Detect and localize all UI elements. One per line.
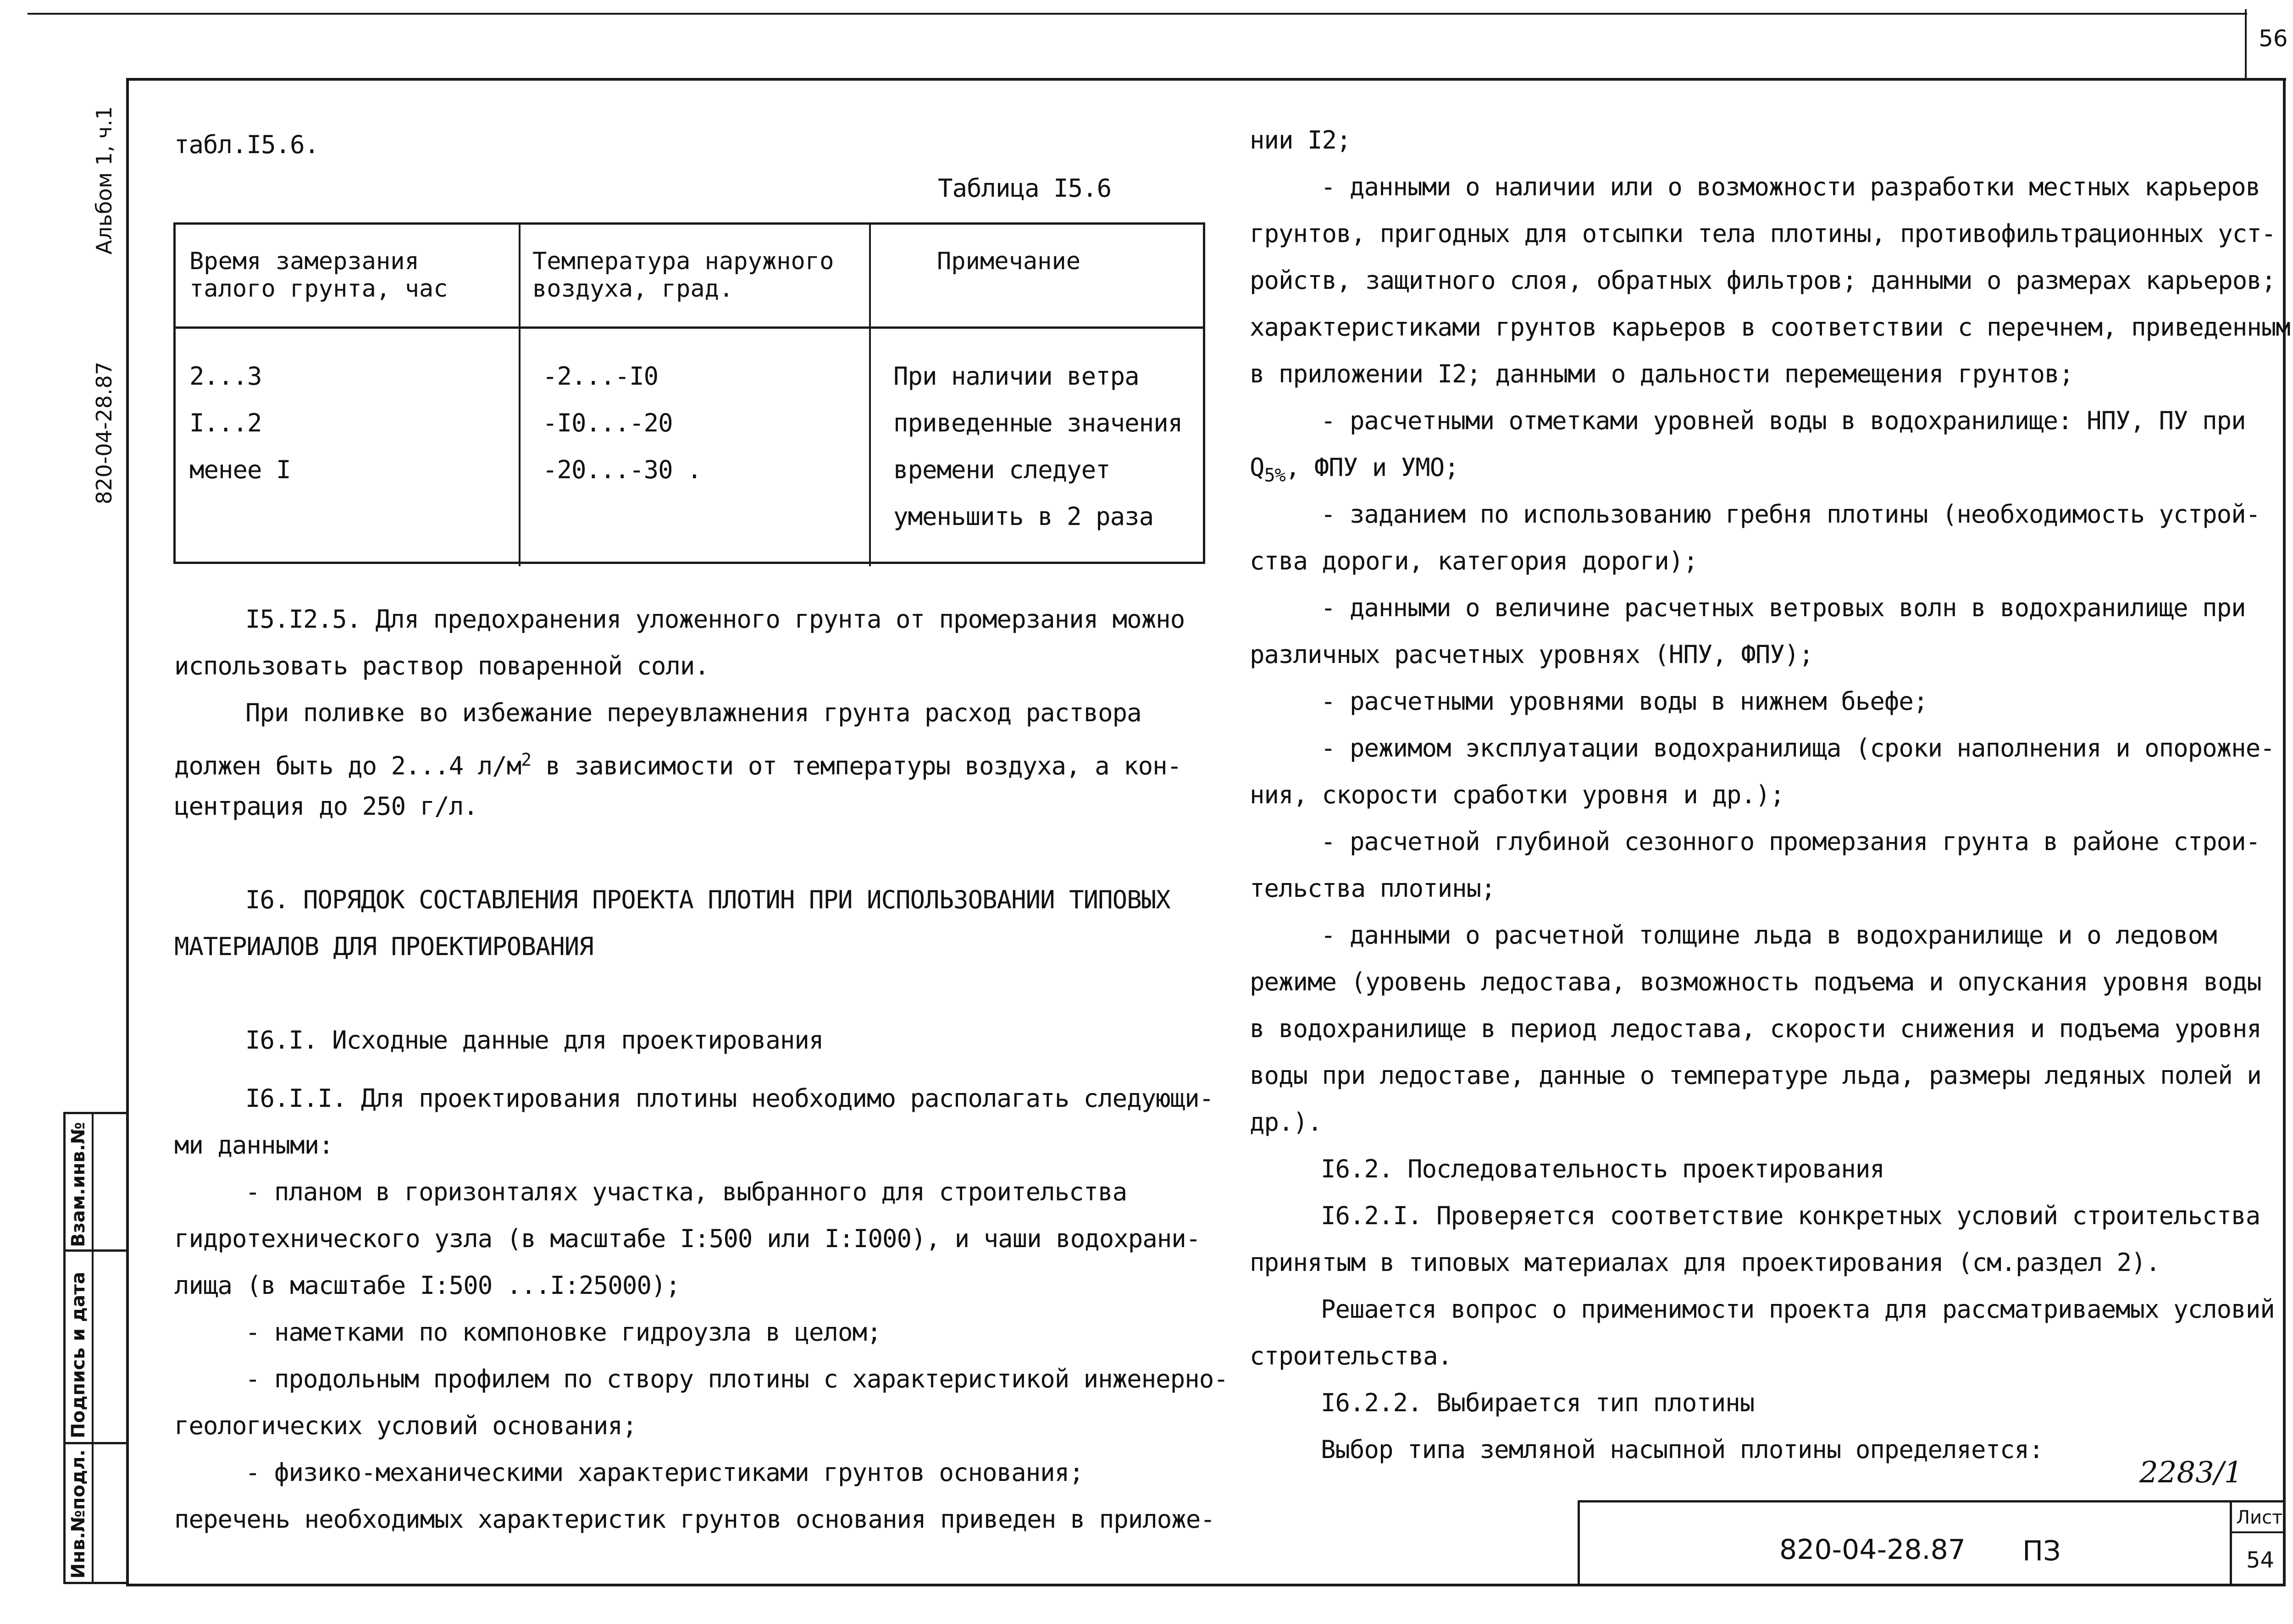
top-edge-line (28, 13, 2247, 15)
title-block-section: ПЗ (2022, 1535, 2061, 1567)
left-line-5: центрация до 250 г/л. (174, 792, 478, 821)
right-line-25: принятым в типовых материалах для проектирования (см.раздел 2). (1250, 1248, 2160, 1277)
frame-top (126, 78, 2286, 81)
right-line-8 (1250, 444, 1459, 499)
right-line-16: - расчетной глубиной сезонного промерзания грунта в районе строи- (1321, 827, 2260, 856)
right-line-11: - данными о величине расчетных ветровых волн в водохранилище при (1321, 593, 2246, 622)
page-number-top: 56 (2259, 25, 2288, 52)
title-block-sheet-label-line (2230, 1531, 2284, 1533)
right-line-10: ства дороги, категория дороги); (1250, 547, 1698, 575)
left-line-16: геологических условий основания; (174, 1411, 637, 1440)
right-line-26: Решается вопрос о применимости проекта для рассматриваемых условий (1321, 1295, 2275, 1324)
frame-bottom (126, 1584, 2286, 1586)
handwritten-number: 2283/1 (2139, 1456, 2243, 1490)
left-line-4-start: должен быть до 2...4 л/м (174, 751, 521, 780)
left-line-9: I6.I.I. Для проектирования плотины необходимо располагать следующи- (245, 1084, 1214, 1113)
table-col2-row3: -20...-30 . (543, 455, 702, 484)
right-line-6: в приложении I2; данными о дальности перемещения грунтов; (1250, 359, 2074, 388)
right-line-7: - расчетными отметками уровней воды в водохранилище: НПУ, ПУ при (1321, 406, 2246, 435)
left-line-14: - наметками по компоновке гидроузла в целом; (245, 1318, 881, 1347)
table-col-divider-1 (519, 225, 521, 566)
table-note-line4: уменьшить в 2 раза (893, 502, 1154, 531)
stamp-border-top (63, 1112, 127, 1114)
left-line-15: - продольным профилем по створу плотины с характеристикой инженерно- (245, 1364, 1228, 1393)
table-header-divider (176, 326, 1205, 329)
right-line-9: - заданием по использованию гребня плотины (необходимость устрой- (1321, 500, 2260, 529)
table-note-line3: времени следует (893, 455, 1110, 484)
left-line-13: лища (в масштабе I:500 ...I:25000); (174, 1271, 680, 1300)
stamp-inv: Инв.№подл. (68, 1449, 89, 1579)
right-line-27: строительства. (1250, 1342, 1452, 1370)
stamp-row-divider-2 (63, 1442, 127, 1444)
title-block-code: 820-04-28.87 (1779, 1534, 1966, 1566)
right-line-17: тельства плотины; (1250, 874, 1495, 903)
right-line-22: др.). (1250, 1108, 1322, 1137)
left-line-4 (174, 736, 1181, 790)
side-code: 820-04-28.87 (92, 361, 116, 504)
left-line-2: использовать раствор поваренной соли. (174, 652, 709, 680)
left-line-18: перечень необходимых характеристик грунтов основания приведен в приложе- (174, 1505, 1215, 1534)
right-line-18: - данными о расчетной толщине льда в водохранилище и о ледовом (1321, 921, 2217, 950)
table-col1-row3: менее I (189, 455, 291, 484)
right-line-8-rest: , ФПУ и УМО; (1285, 453, 1459, 482)
right-line-3: грунтов, пригодных для отсыпки тела плотины, противофильтрационных уст- (1250, 219, 2276, 248)
right-line-4: ройств, защитного слоя, обратных фильтров; данными о размерах карьеров; (1250, 266, 2276, 295)
left-line-12: гидротехнического узла (в масштабе I:500 или I:I000), и чаши водохрани- (174, 1224, 1201, 1253)
stamp-vzam: Взам.инв.№ (68, 1122, 89, 1247)
table-col2-row2: -I0...-20 (543, 409, 673, 437)
right-line-23: I6.2. Последовательность проектирования (1321, 1154, 1884, 1183)
right-line-28: I6.2.2. Выбирается тип плотины (1321, 1388, 1755, 1417)
right-line-20: в водохранилище в период ледостава, скорости снижения и подъема уровня (1250, 1014, 2261, 1043)
left-line-3: При поливке во избежание переувлажнения грунта расход раствора (245, 698, 1141, 727)
table-header-col3: Примечание (937, 248, 1081, 275)
left-line-4-sup: 2 (521, 750, 532, 770)
stamp-border-bottom (63, 1582, 127, 1584)
left-line-11: - планом в горизонталях участка, выбранного для строительства (245, 1177, 1127, 1206)
right-line-24: I6.2.I. Проверяется соответствие конкретных условий строительства (1321, 1201, 2260, 1230)
subsection-heading: I6.I. Исходные данные для проектирования (245, 1026, 824, 1055)
stamp-border-left (63, 1112, 66, 1584)
table-note-line1: При наличии ветра (893, 362, 1139, 391)
title-block-sheet-number: 54 (2246, 1547, 2275, 1573)
right-line-19: режиме (уровень ледостава, возможность подъема и опускания уровня воды (1250, 967, 2261, 996)
page-box-left (2245, 9, 2247, 78)
stamp-column (63, 1112, 127, 1584)
table-caption: Таблица I5.6 (938, 174, 1112, 203)
title-block-sheet-divider (2230, 1500, 2232, 1585)
left-line-10: ми данными: (174, 1131, 333, 1160)
album-label: Альбом 1, ч.1 (92, 106, 116, 254)
right-line-12: различных расчетных уровнях (НПУ, ФПУ); (1250, 640, 1813, 669)
right-line-5: характеристиками грунтов карьеров в соответствии с перечнем, приведенным (1250, 313, 2290, 342)
section-heading-line1: I6. ПОРЯДОК СОСТАВЛЕНИЯ ПРОЕКТА ПЛОТИН ПРИ ИСПОЛЬЗОВАНИИ ТИПОВЫХ (245, 885, 1170, 914)
table-note-line2: приведенные значения (893, 409, 1183, 437)
table-col1-row1: 2...3 (189, 362, 262, 391)
title-block-top (1578, 1500, 2284, 1502)
left-line-1: I5.I2.5. Для предохранения уложенного грунта от промерзания можно (245, 605, 1185, 634)
stamp-row-divider-1 (63, 1249, 127, 1252)
section-heading-line2: МАТЕРИАЛОВ ДЛЯ ПРОЕКТИРОВАНИЯ (174, 932, 593, 961)
right-line-15: ния, скорости сработки уровня и др.); (1250, 780, 1784, 809)
right-line-2: - данными о наличии или о возможности разработки местных карьеров (1321, 172, 2260, 201)
stamp-podpis: Подпись и дата (68, 1271, 89, 1438)
title-block-sheet-label: Лист (2236, 1507, 2283, 1528)
intro-text: табл.I5.6. (174, 130, 319, 159)
title-block-left (1578, 1500, 1580, 1585)
table-col2-row1: -2...-I0 (543, 362, 659, 391)
table-col-divider-2 (869, 225, 871, 566)
table-col1-row2: I...2 (189, 409, 262, 437)
data-table (173, 222, 1205, 564)
right-line-14: - режимом эксплуатации водохранилища (сроки наполнения и опорожне- (1321, 734, 2275, 762)
left-line-17: - физико-механическими характеристиками грунтов основания; (245, 1458, 1084, 1487)
right-line-13: - расчетными уровнями воды в нижнем бьефе; (1321, 687, 1928, 716)
stamp-divider-inner (92, 1112, 94, 1584)
left-line-4-end: в зависимости от температуры воздуха, а кон- (531, 751, 1182, 780)
q-subscript: 5% (1264, 464, 1285, 486)
table-header-col2: Температура наружного воздуха, град. (532, 248, 834, 303)
right-line-1: нии I2; (1250, 126, 1351, 155)
q-symbol: Q (1250, 453, 1264, 482)
right-line-29: Выбор типа земляной насыпной плотины определяется: (1321, 1435, 2044, 1464)
right-line-21: воды при ледоставе, данные о температуре льда, размеры ледяных полей и (1250, 1061, 2261, 1090)
table-header-col1: Время замерзания талого грунта, час (189, 248, 448, 303)
